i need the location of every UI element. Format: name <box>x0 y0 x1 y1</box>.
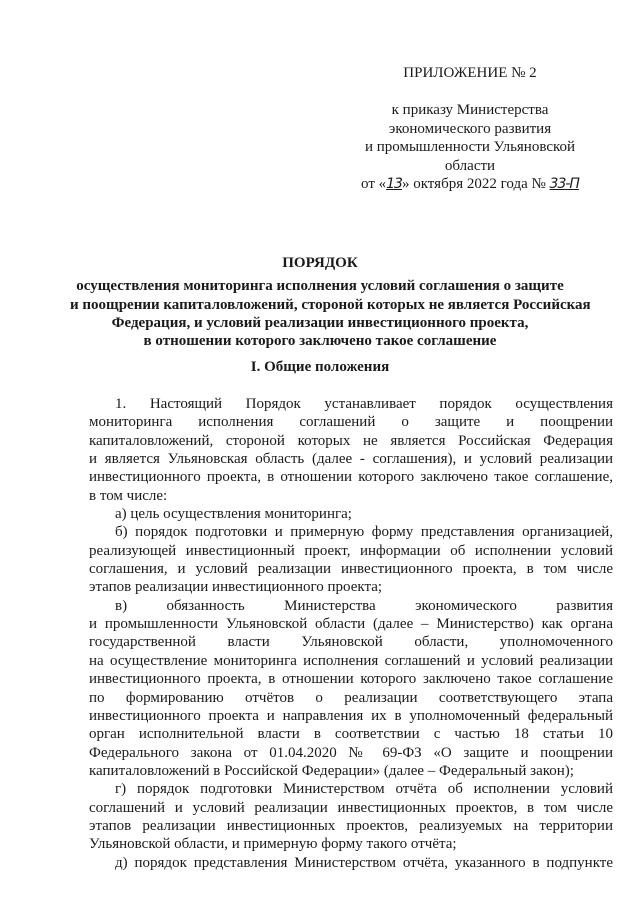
body-line: инвестиционного проекта, в отношении которого заключено такое соглашение <box>89 671 613 688</box>
body-line: г) порядок подготовки Министерством отчёта об исполнении условий <box>115 781 613 798</box>
body-line: инвестиционного проекта и направления их в уполномоченный федеральный <box>89 707 613 724</box>
title-line-3: Федерация, и условий реализации инвестиционного проекта, <box>111 314 529 331</box>
appendix-ref-line-1: к приказу Министерства <box>391 102 549 118</box>
body-line: этапов реализации инвестиционных проектов, реализуемых на территории <box>89 817 613 834</box>
body-line: капиталовложений в Российской Федерации» (далее – Федеральный закон); <box>89 762 574 779</box>
body-line: и промышленности Ульяновской области (далее – Министерство) как органа <box>89 616 613 633</box>
body-line: мониторинга исполнения соглашений о защите и поощрении <box>89 414 613 431</box>
body-line: и является Ульяновская область (далее - соглашения), и условий реализации <box>89 451 613 468</box>
appendix-ref-line-3: и промышленности Ульяновской <box>364 139 576 155</box>
date-prefix: от « <box>361 176 387 192</box>
body-line: соглашения, и условий реализации инвестиционного проекта, в том числе <box>89 561 613 578</box>
body-line: по формированию отчётов о реализации соответствующего этапа <box>89 689 613 706</box>
title-line-1: осуществления мониторинга исполнения условий соглашения о защите <box>76 278 564 295</box>
body-line: реализующей инвестиционный проект, информации об исполнении условий <box>89 542 613 559</box>
date-middle: » октября 2022 года № <box>401 176 550 192</box>
body-line: соглашений и условий реализации инвестиционных проектов, в том числе <box>89 799 613 816</box>
document-title <box>70 254 591 350</box>
title-main: ПОРЯДОК <box>282 255 358 271</box>
section-heading: I. Общие положения <box>250 359 390 375</box>
order-date-line <box>320 175 620 194</box>
handwritten-order-number: 33-П <box>549 176 579 192</box>
body-line: капиталовложений, стороной которых не является Российская Федерация <box>89 432 613 449</box>
body-line: Федерального закона от 01.04.2020 № 69-ФЗ «О защите и поощрении <box>89 744 613 761</box>
appendix-reference <box>320 101 620 194</box>
appendix-title: ПРИЛОЖЕНИЕ № 2 <box>403 65 537 81</box>
title-line-2: и поощрении капиталовложений, стороной которых не является Российская <box>70 296 591 313</box>
appendix-ref-line-2: экономического развития <box>388 120 552 137</box>
body-line: в том числе: <box>89 487 168 504</box>
body-line: государственной власти Ульяновской области, уполномоченного <box>89 634 613 651</box>
body-line: этапов реализации инвестиционного проекта; <box>89 579 383 596</box>
body-line: орган исполнительной власти в соответствии с частью 18 статьи 10 <box>89 726 613 743</box>
handwritten-day: 13 <box>386 176 402 192</box>
title-line-4: в отношении которого заключено такое соглашение <box>143 333 497 350</box>
appendix-ref-line-4: области <box>444 157 496 174</box>
document-body <box>89 395 613 872</box>
body-line: 1. Настоящий Порядок устанавливает порядок осуществления <box>115 396 613 412</box>
body-line: на осуществление мониторинга исполнения соглашений и условий реализации <box>89 652 613 669</box>
body-line: б) порядок подготовки и примерную форму представления организацией, <box>115 524 613 541</box>
body-line: в) обязанность Министерства экономического развития <box>115 597 613 614</box>
body-line: а) цель осуществления мониторинга; <box>115 506 352 523</box>
body-line: Ульяновской области, и примерную форму такого отчёта; <box>89 836 457 853</box>
body-line: инвестиционного проекта, в отношении которого заключено такое соглашение, <box>89 469 613 486</box>
body-line: д) порядок представления Министерством отчёта, указанного в подпункте <box>115 854 613 871</box>
